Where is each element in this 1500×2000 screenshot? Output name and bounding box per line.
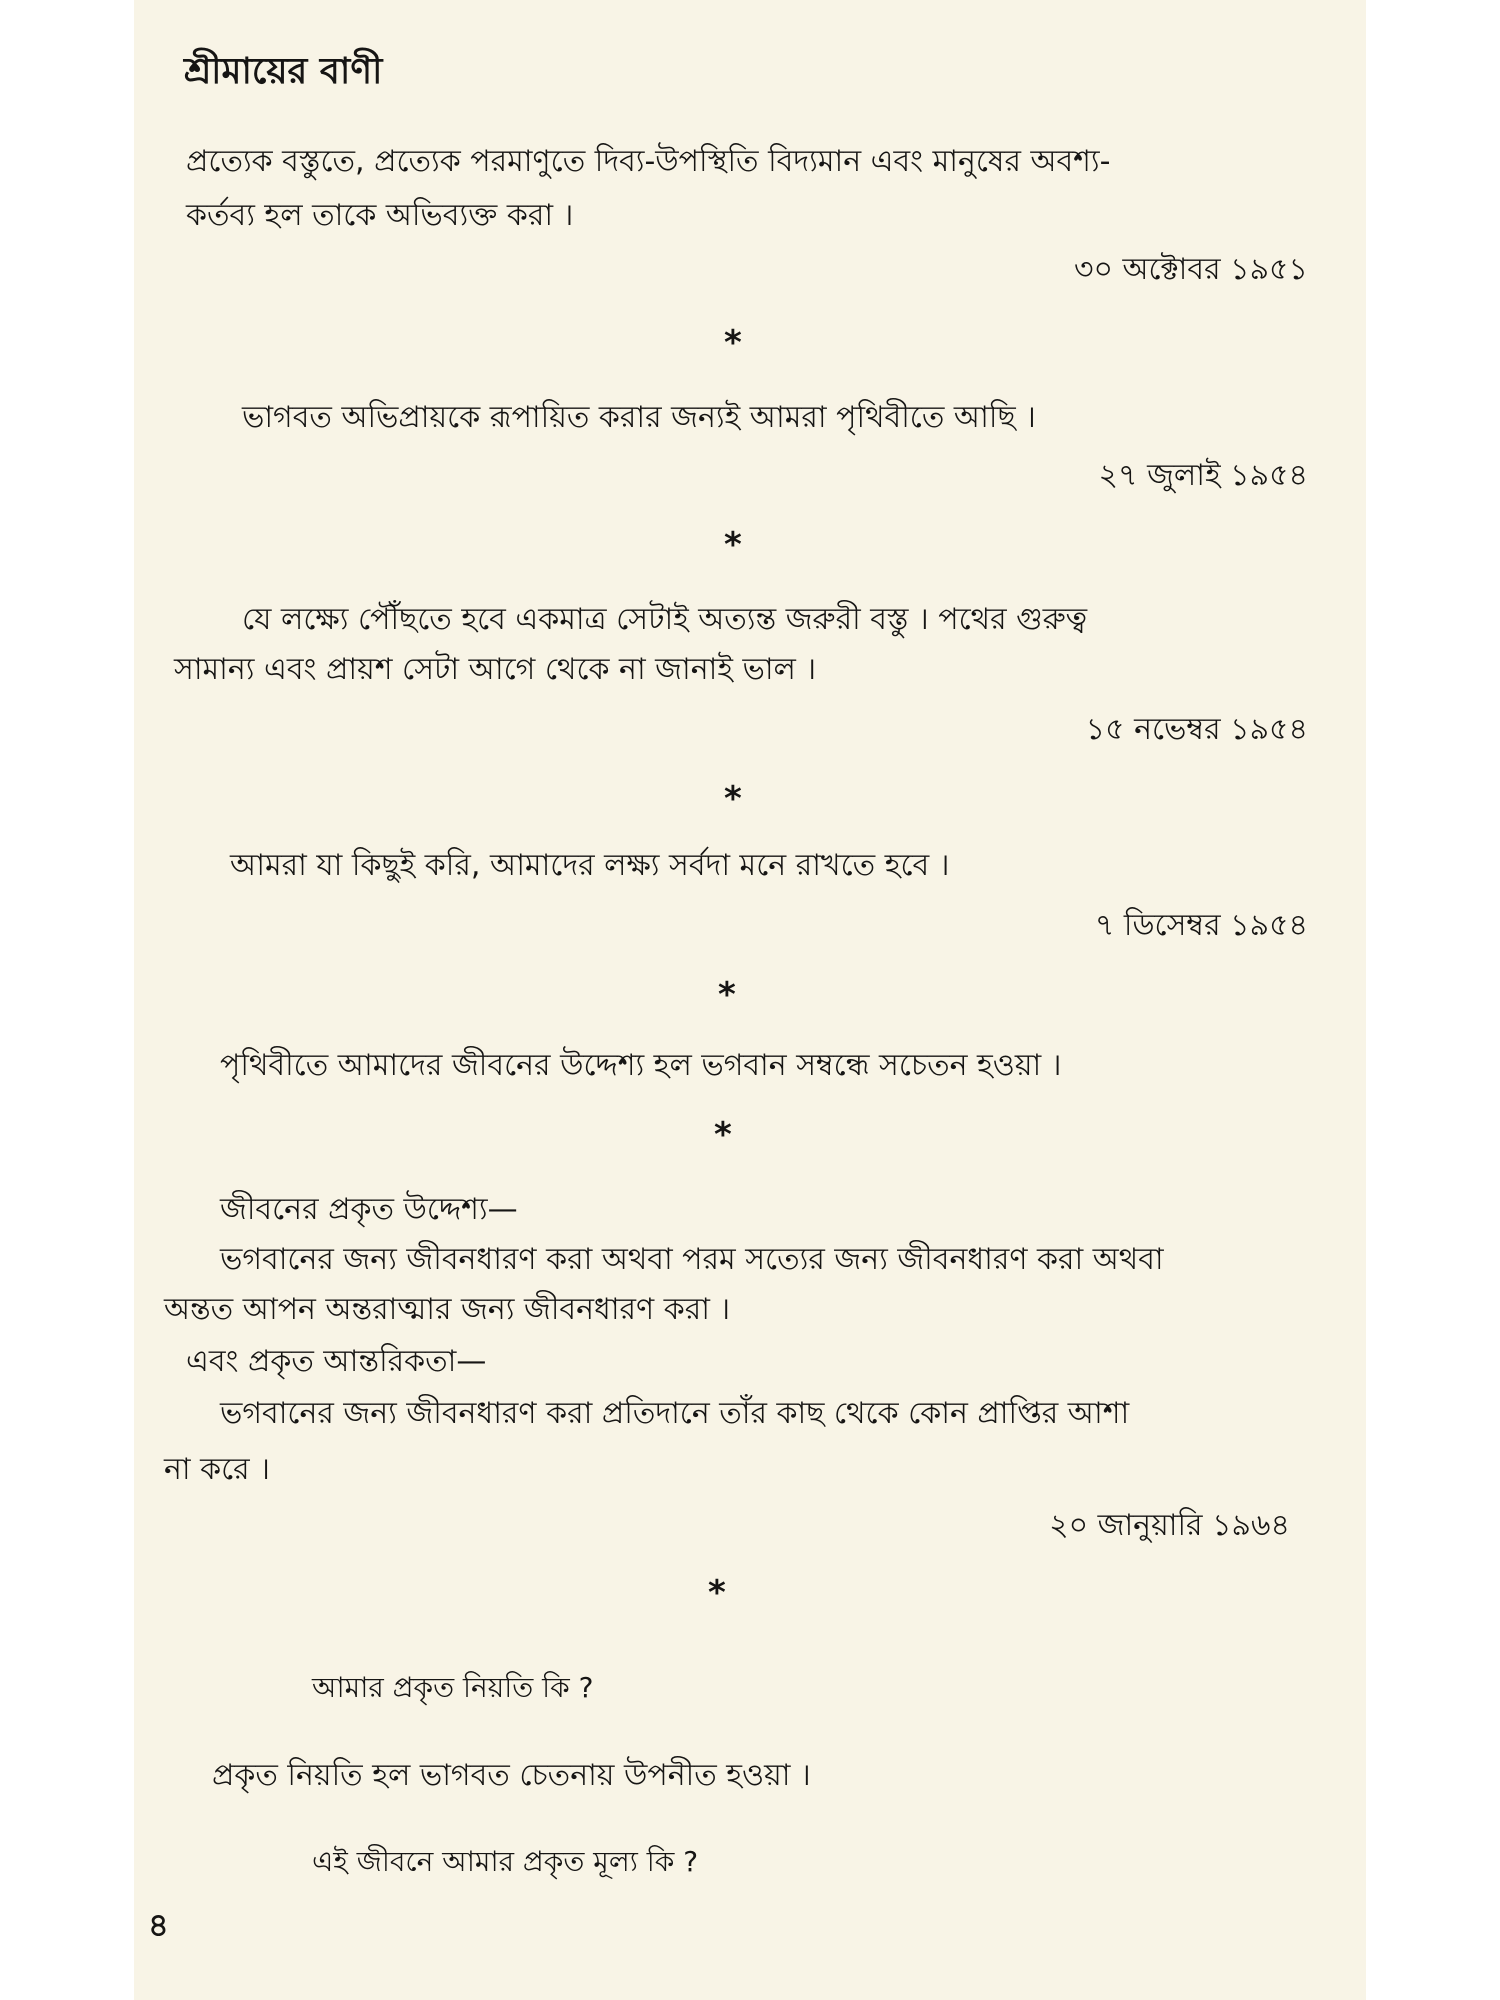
date-line: ১৫ নভেম্বর ১৯৫৪ (1085, 712, 1308, 747)
text-line: ভগবানের জন্য জীবনধারণ করা প্রতিদানে তাঁর কাছ থেকে কোন প্রাপ্তির আশা (220, 1396, 1130, 1431)
page-number: ৪ (148, 1906, 169, 1944)
separator-asterisk: * (724, 323, 742, 363)
date-line: ৩০ অক্টোবর ১৯৫১ (1074, 252, 1308, 287)
text-line: অন্তত আপন অন্তরাত্মার জন্য জীবনধারণ করা । (164, 1292, 731, 1327)
date-line: ৭ ডিসেম্বর ১৯৫৪ (1094, 908, 1308, 943)
text-line: প্রত্যেক বস্তুতে, প্রত্যেক পরমাণুতে দিব্য-উপস্থিতি বিদ্যমান এবং মানুষের অবশ্য- (186, 144, 1111, 179)
separator-asterisk: * (724, 525, 742, 565)
bleed-through-shadow (244, 555, 1244, 595)
bleed-through-shadow (554, 255, 914, 295)
separator-asterisk: * (718, 975, 736, 1015)
text-line: ভাগবত অভিপ্রায়কে রূপায়িত করার জন্যই আমরা পৃথিবীতে আছি । (242, 400, 1036, 435)
text-line: না করে । (164, 1452, 270, 1487)
text-line: সামান্য এবং প্রায়শ সেটা আগে থেকে না জানাই ভাল । (174, 652, 817, 687)
text-line: পৃথিবীতে আমাদের জীবনের উদ্দেশ্য হল ভগবান সম্বন্ধে সচেতন হওয়া । (220, 1048, 1062, 1083)
text-line: আমরা যা কিছুই করি, আমাদের লক্ষ্য সর্বদা মনে রাখতে হবে । (230, 848, 950, 883)
question-line: এই জীবনে আমার প্রকৃত মূল্য কি ? (312, 1845, 699, 1878)
separator-asterisk: * (708, 1573, 726, 1613)
bleed-through-shadow (244, 810, 1244, 850)
page-title: শ্রীমায়ের বাণী (184, 51, 383, 92)
sub-heading: এবং প্রকৃত আন্তরিকতা— (186, 1344, 487, 1379)
date-line: ২৭ জুলাই ১৯৫৪ (1098, 458, 1308, 493)
text-line: কর্তব্য হল তাকে অভিব্যক্ত করা । (186, 198, 574, 233)
date-line: ২০ জানুয়ারি ১৯৬৪ (1049, 1508, 1290, 1543)
separator-asterisk: * (714, 1115, 732, 1155)
bleed-through-shadow (174, 1010, 1264, 1050)
answer-line: প্রকৃত নিয়তি হল ভাগবত চেতনায় উপনীত হওয়া । (212, 1758, 811, 1793)
text-line: ভগবানের জন্য জীবনধারণ করা অথবা পরম সত্যের জন্য জীবনধারণ করা অথবা (220, 1242, 1164, 1277)
separator-asterisk: * (724, 779, 742, 819)
book-page (134, 0, 1366, 2000)
text-line: যে লক্ষ্যে পৌঁছতে হবে একমাত্র সেটাই অত্যন্ত জরুরী বস্তু । পথের গুরুত্ব (242, 602, 1088, 637)
sub-heading: জীবনের প্রকৃত উদ্দেশ্য— (220, 1192, 518, 1227)
question-line: আমার প্রকৃত নিয়তি কি ? (312, 1671, 594, 1704)
